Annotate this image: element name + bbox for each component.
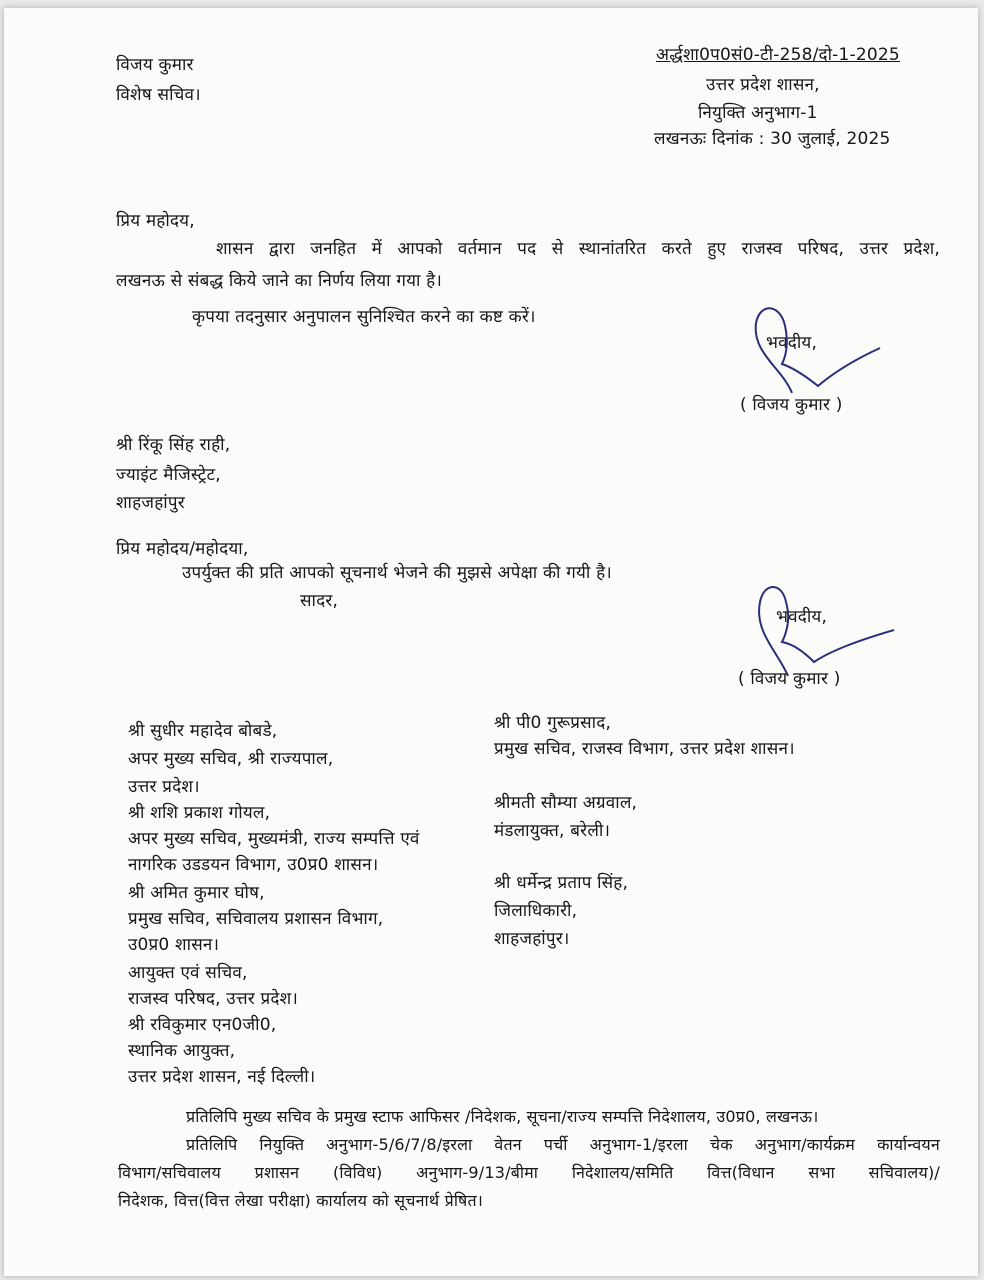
reference-number: अर्द्धशा0प0सं0-टी-258/दो-1-2025 [656,45,900,65]
copy-line-1: प्रतिलिपि मुख्य सचिव के प्रमुख स्टाफ आफिसर /निदेशक, सूचना/राज्य सम्पत्ति निदेशालय, उ0प्र0, लखनऊ। [186,1107,819,1126]
recipient-right-line: जिलाधिकारी, [494,901,578,921]
recipient-left-line: उ0प्र0 शासन। [128,935,220,955]
place-date: लखनऊः दिनांक : 30 जुलाई, 2025 [654,129,891,149]
closing-2: भवदीय, [776,607,828,627]
salutation-2: प्रिय महोदय/महोदया, [116,539,249,559]
signatory-name-2: ( विजय कुमार ) [738,669,841,689]
recipient-right-line: श्री धर्मेन्द्र प्रताप सिंह, [494,873,629,893]
salutation: प्रिय महोदय, [116,211,195,231]
regards: सादर, [300,591,339,611]
forwarding-line: उपर्युक्त की प्रति आपको सूचनार्थ भेजने की मुझसे अपेक्षा की गयी है। [182,563,612,583]
sender-designation: विशेष सचिव। [116,85,201,105]
sender-name: विजय कुमार [116,55,194,75]
recipient-left-line: आयुक्त एवं सचिव, [128,963,248,983]
copy-line-3: विभाग/सचिवालय प्रशासन (विविध) अनुभाग-9/13/बीमा निदेशालय/समिति वित्त(विधान सभा सचिवालय)/ [118,1163,940,1182]
section-name: नियुक्ति अनुभाग-1 [698,103,818,123]
recipient-left-line: प्रमुख सचिव, सचिवालय प्रशासन विभाग, [128,909,384,929]
signature-1 [742,298,892,398]
recipient-left-line: अपर मुख्य सचिव, मुख्यमंत्री, राज्य सम्पत्ति एवं [128,829,420,849]
recipient-left-line: श्री रविकुमार एन0जी0, [128,1015,277,1035]
recipient-left-line: श्री सुधीर महादेव बोबडे, [128,721,278,741]
recipient-left-line: श्री अमित कुमार घोष, [128,883,265,903]
recipient-left-line: नागरिक उडडयन विभाग, उ0प्र0 शासन। [128,855,379,875]
recipient-left-line: उत्तर प्रदेश। [128,777,200,797]
body-line-2: लखनऊ से संबद्ध किये जाने का निर्णय लिया गया है। [116,271,443,291]
body-line-1: शासन द्वारा जनहित में आपको वर्तमान पद से स्थानांतरित करते हुए राजस्व परिषद, उत्तर प्रदेश, [216,239,940,259]
recipient-right-line: मंडलायुक्त, बरेली। [494,821,611,841]
recipient-left-line: स्थानिक आयुक्त, [128,1041,236,1061]
recipient-left-line: उत्तर प्रदेश शासन, नई दिल्ली। [128,1067,316,1087]
request-line: कृपया तदनुसार अनुपालन सुनिश्चित करने का कष्ट करें। [192,307,536,327]
addressee-name: श्री रिंकू सिंह राही, [116,435,231,455]
signature-2 [748,572,898,682]
recipient-left-line: श्री शशि प्रकाश गोयल, [128,803,271,823]
closing: भवदीय, [766,333,818,353]
recipient-left-line: अपर मुख्य सचिव, श्री राज्यपाल, [128,749,334,769]
recipient-right-line: श्री पी0 गुरूप्रसाद, [494,713,612,733]
recipient-right-line: श्रीमती सौम्या अग्रवाल, [494,793,638,813]
recipient-right-line: शाहजहांपुर। [494,929,570,949]
copy-line-4: निदेशक, वित्त(वित्त लेखा परीक्षा) कार्यालय को सूचनार्थ प्रेषित। [118,1191,484,1210]
letter-page [4,8,978,1276]
recipient-right-line: प्रमुख सचिव, राजस्व विभाग, उत्तर प्रदेश शासन। [494,739,795,759]
addressee-designation: ज्याइंट मैजिस्ट्रेट, [116,465,221,485]
government-name: उत्तर प्रदेश शासन, [706,75,820,95]
copy-line-2: प्रतिलिपि नियुक्ति अनुभाग-5/6/7/8/इरला वेतन पर्ची अनुभाग-1/इरला चेक अनुभाग/कार्यक्रम कार्यान्वयन [186,1135,940,1154]
recipient-left-line: राजस्व परिषद, उत्तर प्रदेश। [128,989,299,1009]
signatory-name: ( विजय कुमार ) [740,395,843,415]
addressee-place: शाहजहांपुर [116,493,185,513]
